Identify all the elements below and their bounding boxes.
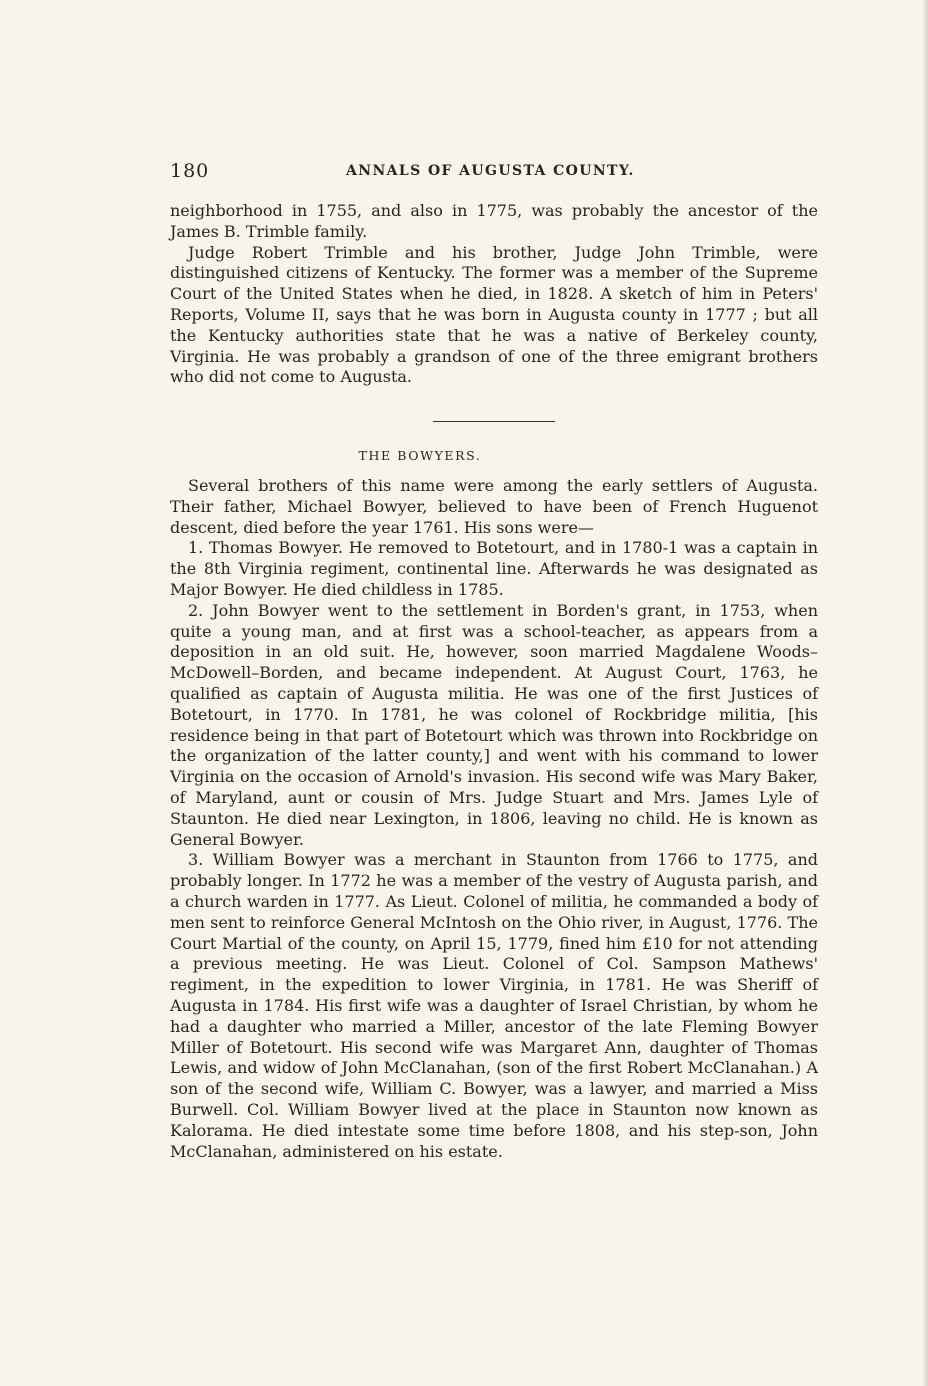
paragraph-trimble-family: neighborhood in 1755, and also in 1775, was probably the ancestor of the James B. Trimble family. — [170, 201, 818, 241]
running-head — [170, 160, 818, 184]
paragraph-william-bowyer: 3. William Bowyer was a merchant in Staunton from 1766 to 1775, and probably longer. In 1772 he was a member of the vestry of Augusta parish, and a church warden in 1777. As Lieut. Colonel of militia, he commanded a body of men sent to reinforce General McIntosh on the Ohio river, in August, 1776. The Court Martial of the county, on April 15, 1779, fined him £10 for not attending a previous meeting. He was Lieut. Colonel of Col. Sampson Mathews' regiment, in the expedition to lower Virginia, in 1781. He was Sheriff of Augusta in 1784. His first wife was a daughter of Israel Christian, by whom he had a daughter who married a Miller, ancestor of the late Fleming Bowyer Miller of Botetourt. His second wife was Margaret Ann, daughter of Thomas Lewis, and widow of John McClanahan, (son of the first Robert McClanahan.) A son of the second wife, William C. Bowyer, was a lawyer, and married a Miss Burwell. Col. William Bowyer lived at the place in Staunton now known as Kalorama. He died intestate some time before 1808, and his step-son, John McClanahan, administered on his estate. — [170, 850, 818, 1161]
paragraph-bowyers-intro: Several brothers of this name were among the early settlers of Augusta. Their father, Michael Bowyer, believed to have been of French Huguenot descent, died before the year 1761. His sons were— — [170, 476, 818, 537]
paragraph-john-bowyer: 2. John Bowyer went to the settlement in Borden's grant, in 1753, when quite a young man, and at first was a school-teacher, as appears from a deposition in an old suit. He, however, soon married Magdalene Woods–McDowell–Borden, and became independent. At August Court, 1763, he qualified as captain of Augusta militia. He was one of the first Justices of Botetourt, in 1770. In 1781, he was colonel of Rockbridge militia, [his residence being in that part of Botetourt which was thrown into Rockbridge on the organization of the latter county,] and went with his command to lower Virginia on the occasion of Arnold's invasion. His second wife was Mary Baker, of Maryland, aunt or cousin of Mrs. Judge Stuart and Mrs. James Lyle of Staunton. He died near Lexington, in 1806, leaving no child. He is known as General Bowyer. — [170, 600, 818, 849]
running-title: ANNALS OF AUGUSTA COUNTY. — [346, 163, 635, 179]
opening-text — [170, 201, 818, 388]
section-divider — [433, 421, 555, 422]
paragraph-judge-trimble: Judge Robert Trimble and his brother, Judge John Trimble, were distinguished citizens of Kentucky. The former was a member of the Supreme Court of the United States when he died, in 1828. A sketch of him in Peters' Reports, Volume II, says that he was born in Augusta county in 1777 ; but all the Kentucky authorities state that he was a native of Berkeley county, Virginia. He was probably a grandson of one of the three emigrant brothers who did not come to Augusta. — [170, 242, 818, 387]
bowyers-text — [170, 476, 818, 1162]
page-edge-shadow — [922, 0, 928, 1386]
section-heading: THE BOWYERS. — [358, 448, 482, 463]
paragraph-thomas-bowyer: 1. Thomas Bowyer. He removed to Botetourt, and in 1780-1 was a captain in the 8th Virginia regiment, continental line. Afterwards he was designated as Major Bowyer. He died childless in 1785. — [170, 538, 818, 599]
page-number: 180 — [170, 160, 210, 182]
